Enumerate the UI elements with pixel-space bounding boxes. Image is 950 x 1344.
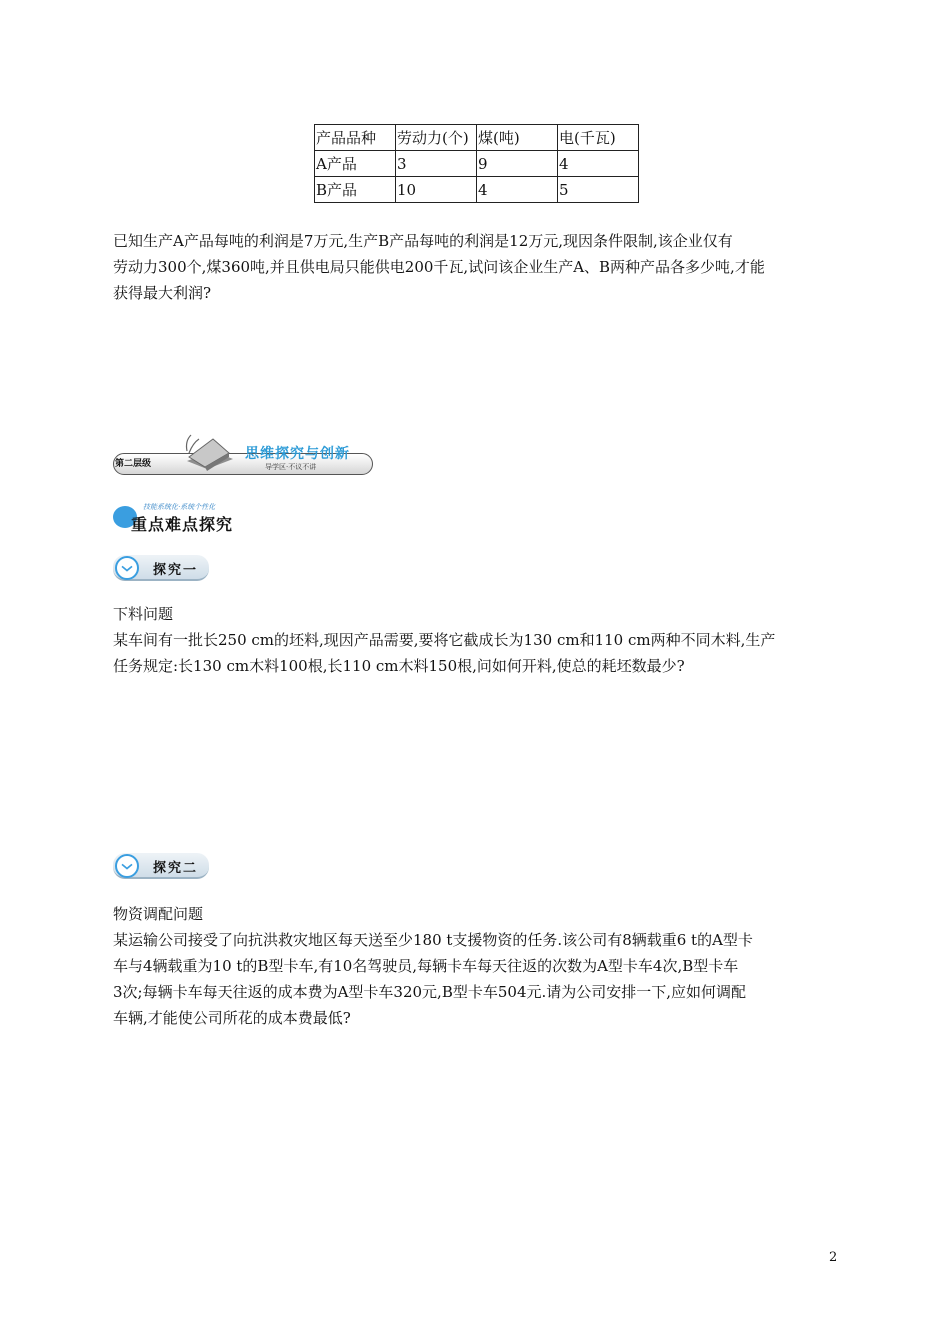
key-section-heading	[113, 500, 263, 538]
explore-two-body	[113, 901, 837, 1031]
text-line: 3次;每辆卡车每天往返的成本费为A型卡车320元,B型卡车504元.请为公司安排一下,应如何调配	[113, 983, 747, 1001]
explore-label-text: 探究一	[153, 563, 199, 578]
resource-table	[314, 124, 639, 203]
book-icon	[179, 431, 239, 471]
text-line: 某车间有一批长250 cm的坯料,现因产品需要,要将它截成长为130 cm和110 cm两种不同木料,生产	[113, 631, 776, 649]
table-cell: 4	[558, 151, 639, 177]
explore-one-body	[113, 601, 837, 679]
check-circle-icon	[115, 556, 139, 580]
level-banner	[113, 425, 375, 477]
table-cell: 4	[477, 177, 558, 203]
banner-title: 思维探究与创新	[245, 446, 350, 462]
check-circle-icon	[115, 854, 139, 878]
table-header-row	[315, 125, 639, 151]
section-heading: 下料问题	[113, 605, 174, 623]
problem-paragraph	[113, 228, 837, 306]
table-cell: 3	[396, 151, 477, 177]
table-cell: 9	[477, 151, 558, 177]
key-section-tagline: 技能系统化·系统个性化	[143, 503, 216, 511]
text-line: 劳动力300个,煤360吨,并且供电局只能供电200千瓦,试问该企业生产A、B两种产品各多少吨,才能	[113, 258, 765, 276]
table-cell: 5	[558, 177, 639, 203]
table-header-cell: 劳动力(个)	[396, 125, 477, 151]
banner-level: 第二层级	[115, 459, 152, 469]
key-section-title: 重点难点探究	[131, 515, 234, 534]
page-number: 2	[829, 1250, 838, 1265]
table-cell: B产品	[315, 177, 396, 203]
explore-one-label	[113, 553, 213, 583]
table-row	[315, 177, 639, 203]
text-line: 已知生产A产品每吨的利润是7万元,生产B产品每吨的利润是12万元,现因条件限制,该企业仅有	[113, 232, 733, 250]
explore-label-text: 探究二	[153, 861, 199, 876]
text-line: 获得最大利润?	[113, 284, 212, 302]
text-line: 车辆,才能使公司所花的成本费最低?	[113, 1009, 351, 1027]
table-header-cell: 电(千瓦)	[558, 125, 639, 151]
explore-two-label	[113, 851, 213, 881]
text-line: 任务规定:长130 cm木料100根,长110 cm木料150根,问如何开料,使总的耗坯数最少?	[113, 657, 685, 675]
table-cell: 10	[396, 177, 477, 203]
table-row	[315, 151, 639, 177]
banner-subtitle: 导学区·不议不讲	[265, 463, 317, 471]
table-cell: A产品	[315, 151, 396, 177]
text-line: 某运输公司接受了向抗洪救灾地区每天送至少180 t支援物资的任务.该公司有8辆载重6 t的A型卡	[113, 931, 753, 949]
text-line: 车与4辆载重为10 t的B型卡车,有10名驾驶员,每辆卡车每天往返的次数为A型卡车4次,B型卡车	[113, 957, 739, 975]
table-header-cell: 煤(吨)	[477, 125, 558, 151]
table-header-cell: 产品品种	[315, 125, 396, 151]
section-heading: 物资调配问题	[113, 905, 204, 923]
